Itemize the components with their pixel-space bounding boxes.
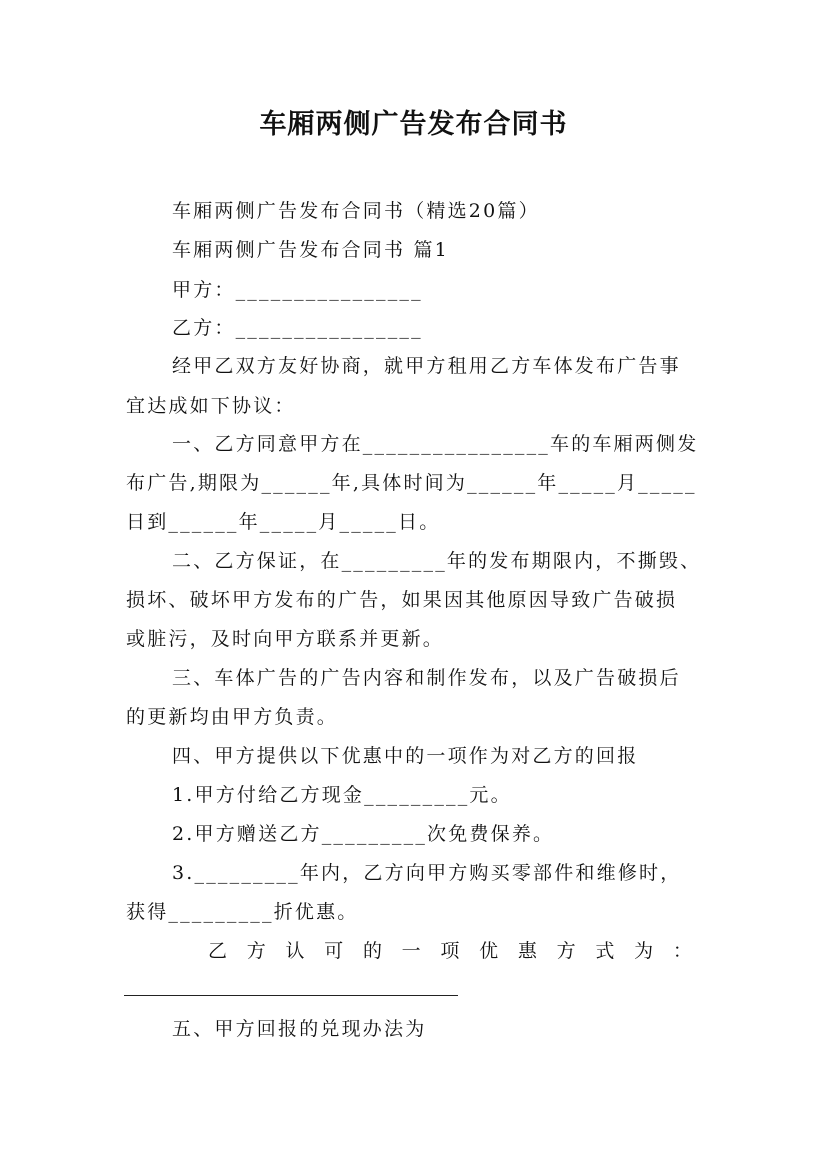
party-b-line: 乙方：________________	[172, 317, 423, 339]
section-heading: 车厢两侧广告发布合同书 篇1	[172, 239, 449, 261]
spread-char: 可	[324, 940, 344, 962]
spread-char: 为	[634, 940, 654, 962]
spread-char: 一	[401, 940, 421, 962]
option-3-line: 获得_________折优惠。	[126, 901, 359, 923]
subtitle-line: 车厢两侧广告发布合同书（精选20篇）	[172, 200, 540, 222]
spread-char: 认	[285, 940, 305, 962]
spread-char: 项	[440, 940, 460, 962]
spread-char: 方	[556, 940, 576, 962]
spread-char: 乙	[208, 940, 228, 962]
clause-1-line: 日到______年_____月_____日。	[126, 511, 441, 533]
preferred-option-line	[208, 937, 692, 965]
clause-1-line: 布广告,期限为______年,具体时间为______年_____月_____	[126, 472, 697, 494]
clause-3-line: 的更新均由甲方负责。	[126, 706, 339, 728]
blank-underline	[124, 995, 458, 996]
spread-char: ：	[672, 940, 692, 962]
option-3-line: 3._________年内，乙方向甲方购买零部件和维修时，	[172, 862, 682, 884]
option-1-line: 1.甲方付给乙方现金_________元。	[172, 784, 512, 806]
paragraph-line: 宜达成如下协议：	[126, 395, 296, 417]
spread-char: 优	[479, 940, 499, 962]
clause-2-line: 或脏污，及时向甲方联系并更新。	[126, 628, 445, 650]
clause-5-line: 五、甲方回报的兑现办法为	[172, 1018, 427, 1040]
clause-2-line: 损坏、破坏甲方发布的广告，如果因其他原因导致广告破损	[126, 589, 678, 611]
paragraph-line: 经甲乙双方友好协商，就甲方租用乙方车体发布广告事	[172, 355, 681, 377]
spread-char: 惠	[517, 940, 537, 962]
clause-3-line: 三、车体广告的广告内容和制作发布，以及广告破损后	[172, 667, 681, 689]
clause-1-line: 一、乙方同意甲方在________________车的车厢两侧发	[172, 433, 699, 455]
party-a-line: 甲方：________________	[172, 279, 423, 301]
clause-4-line: 四、甲方提供以下优惠中的一项作为对乙方的回报	[172, 745, 639, 767]
spread-char: 式	[595, 940, 615, 962]
document-title: 车厢两侧广告发布合同书	[259, 109, 568, 140]
spread-char: 的	[362, 940, 382, 962]
clause-2-line: 二、乙方保证，在_________年的发布期限内，不撕毁、	[172, 550, 702, 572]
option-2-line: 2.甲方赠送乙方_________次免费保养。	[172, 823, 555, 845]
spread-char: 方	[246, 940, 266, 962]
